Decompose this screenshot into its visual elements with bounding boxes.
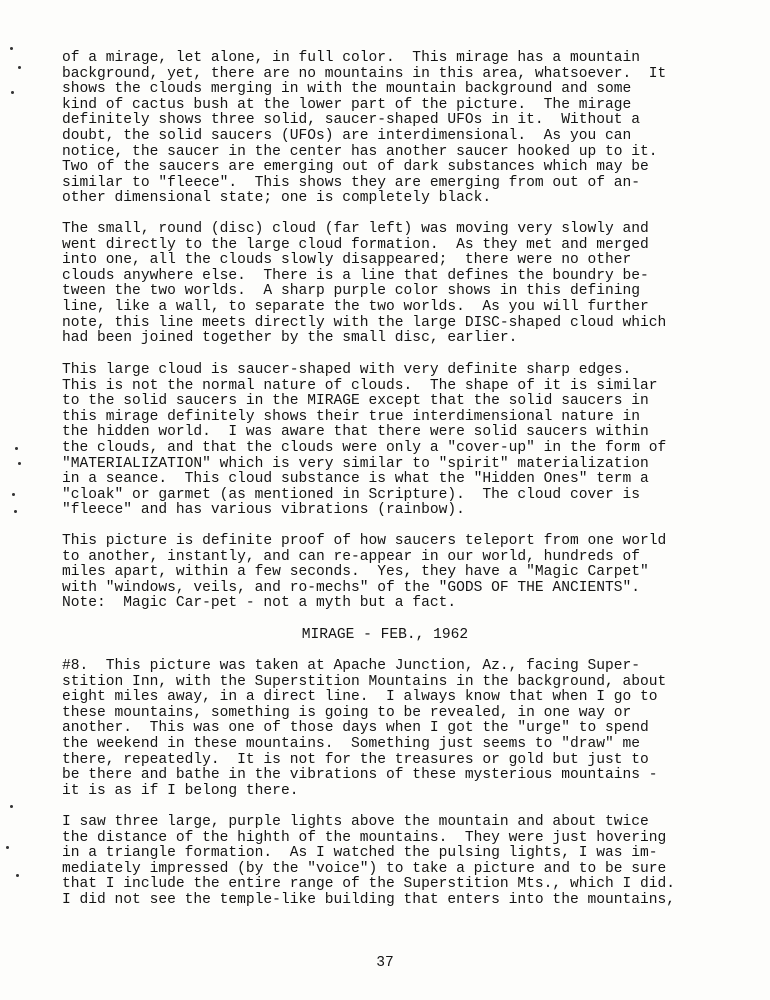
body-text-line: to the solid saucers in the MIRAGE except that the solid saucers in — [62, 393, 649, 410]
body-text-line: with "windows, veils, and ro-mechs" of the "GODS OF THE ANCIENTS". — [62, 579, 641, 596]
body-text-line: it is as if I belong there. — [62, 782, 299, 799]
body-text-line: shows the clouds merging in with the mountain background and some — [62, 81, 632, 98]
body-text-line: I saw three large, purple lights above the mountain and about twice — [62, 814, 649, 830]
body-text-line: Two of the saucers are emerging out of dark substances which may be — [62, 159, 649, 176]
body-text-line: tween the two worlds. A sharp purple color shows in this defining — [62, 283, 641, 300]
body-text-line: line, like a wall, to separate the two worlds. As you will further — [62, 299, 649, 315]
body-text-line: had been joined together by the small disc, earlier. — [62, 330, 518, 347]
scan-mark — [6, 846, 9, 849]
body-text-line: this mirage definitely shows their true interdimensional nature in — [62, 408, 641, 425]
body-text-line: in a seance. This cloud substance is what the "Hidden Ones" term a — [62, 471, 649, 488]
body-text-line: definitely shows three solid, saucer-shaped UFOs in it. Without a — [62, 112, 641, 129]
body-text-line: in a triangle formation. As I watched the pulsing lights, I was im- — [62, 845, 658, 862]
scan-mark — [11, 91, 14, 94]
body-text-line: another. This was one of those days when I got the "urge" to spend — [62, 720, 649, 737]
scan-mark — [12, 493, 15, 496]
body-text-line: eight miles away, in a direct line. I always know that when I go to — [62, 689, 658, 706]
body-text-line: that I include the entire range of the Superstition Mts., which I did. — [62, 876, 676, 893]
body-text-line: be there and bathe in the vibrations of these mysterious mountains - — [62, 767, 658, 784]
body-text-line: This large cloud is saucer-shaped with very definite sharp edges. — [62, 362, 632, 378]
body-text-line: there, repeatedly. It is not for the treasures or gold but just to — [62, 751, 649, 768]
body-text-line: The small, round (disc) cloud (far left) was moving very slowly and — [62, 221, 649, 237]
body-text-line: note, this line meets directly with the large DISC-shaped cloud which — [62, 314, 667, 331]
scan-mark — [14, 510, 17, 513]
page-number: 37 — [376, 955, 394, 971]
body-text-line: other dimensional state; one is completely black. — [62, 190, 492, 207]
body-text-line: the weekend in these mountains. Something just seems to "draw" me — [62, 736, 641, 752]
body-text-line: similar to "fleece". This shows they are emerging from out of an- — [62, 174, 641, 191]
section-heading: MIRAGE - FEB., 1962 — [301, 627, 469, 643]
scan-mark — [15, 447, 18, 450]
body-text-line: mediately impressed (by the "voice") to take a picture and to be sure — [62, 860, 667, 877]
scan-mark — [16, 874, 19, 877]
body-text-line: "fleece" and has various vibrations (rainbow). — [62, 502, 465, 519]
body-text-line: the clouds, and that the clouds were only a "cover-up" in the form of — [62, 440, 667, 456]
body-text-line: the hidden world. I was aware that there were solid saucers within — [62, 424, 649, 441]
body-text-line: Note: Magic Car-pet - not a myth but a fact. — [62, 595, 457, 612]
body-text-line: "cloak" or garmet (as mentioned in Scripture). The cloud cover is — [62, 486, 641, 503]
body-text-line: notice, the saucer in the center has another saucer hooked up to it. — [62, 143, 658, 160]
scan-mark — [18, 66, 21, 69]
body-text-line: the distance of the highth of the mountains. They were just hovering — [62, 829, 667, 846]
body-text-line: these mountains, something is going to be revealed, in one way or — [62, 704, 632, 721]
body-text-line: to another, instantly, and can re-appear in our world, hundreds of — [62, 548, 641, 565]
body-text-line: into one, all the clouds slowly disappeared; there were no other — [62, 252, 632, 269]
body-text-line: kind of cactus bush at the lower part of the picture. The mirage — [62, 96, 632, 113]
body-text-line: background, yet, there are no mountains in this area, whatsoever. It — [62, 65, 667, 82]
body-text-line: "MATERIALIZATION" which is very similar to "spirit" materialization — [62, 455, 649, 472]
body-text-line: miles apart, within a few seconds. Yes, they have a "Magic Carpet" — [62, 564, 649, 581]
scan-mark — [18, 462, 21, 465]
body-text-line: #8. This picture was taken at Apache Junction, Az., facing Super- — [62, 658, 641, 674]
scan-mark — [10, 805, 13, 808]
body-text-line: of a mirage, let alone, in full color. This mirage has a mountain — [62, 50, 641, 66]
body-text-line: This picture is definite proof of how saucers teleport from one world — [62, 533, 667, 549]
body-text-line: clouds anywhere else. There is a line that defines the boundry be- — [62, 267, 649, 284]
body-text-line: doubt, the solid saucers (UFOs) are interdimensional. As you can — [62, 128, 632, 144]
body-text-line: I did not see the temple-like building that enters into the mountains, — [62, 892, 676, 908]
body-text-line: stition Inn, with the Superstition Mountains in the background, about — [62, 673, 667, 690]
body-text-line: went directly to the large cloud formation. As they met and merged — [62, 236, 649, 253]
scan-mark — [10, 47, 13, 50]
body-text-line: This is not the normal nature of clouds. The shape of it is similar — [62, 377, 658, 394]
